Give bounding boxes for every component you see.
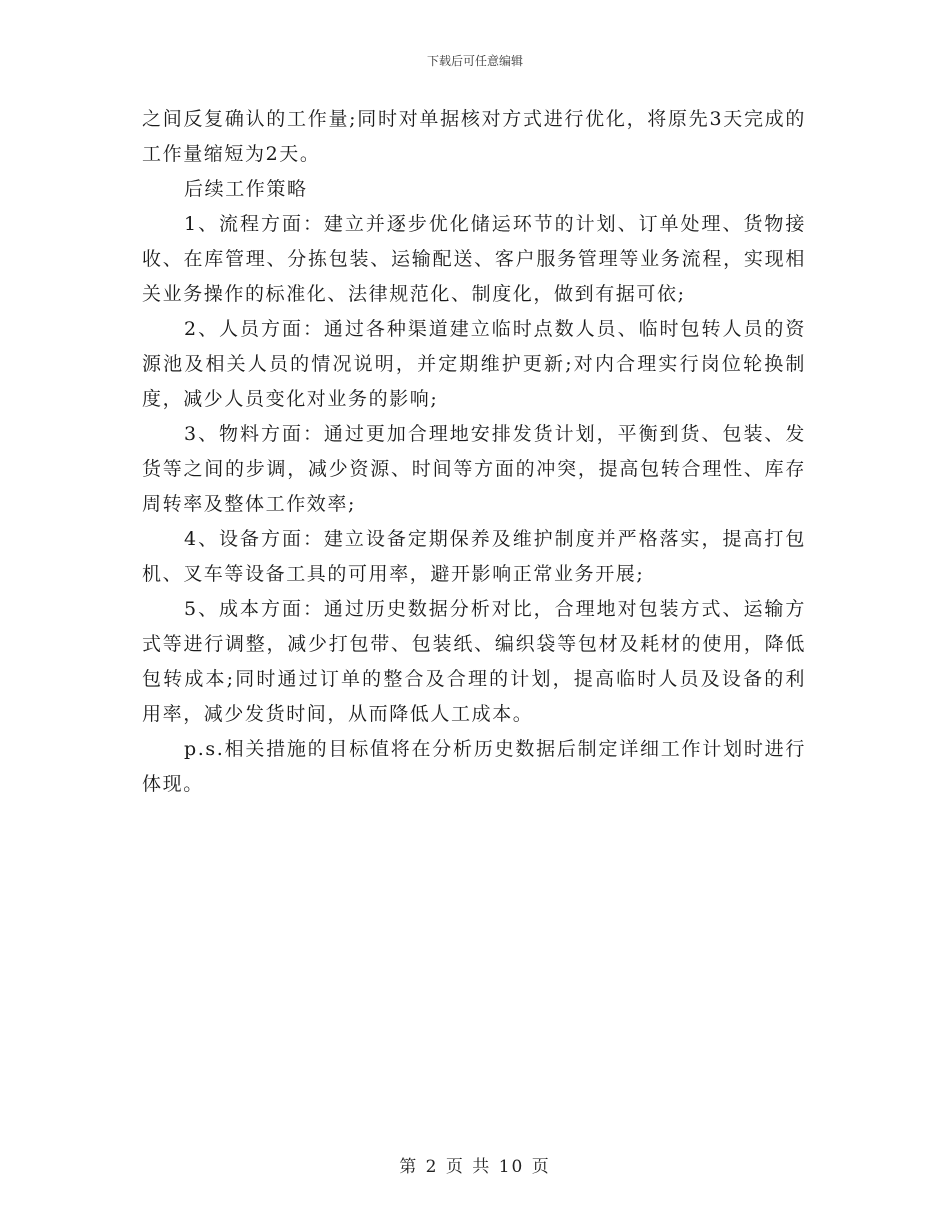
- page-header: 下载后可任意编辑: [426, 54, 523, 68]
- paragraph-materials: 3、物料方面：通过更加合理地安排发货计划，平衡到货、包装、发货等之间的步调，减少资源、时间等方面的冲突，提高包转合理性、库存周转率及整体工作效率;: [142, 423, 806, 515]
- paragraph-process: 1、流程方面：建立并逐步优化储运环节的计划、订单处理、货物接收、在库管理、分拣包装、运输配送、客户服务管理等业务流程，实现相关业务操作的标准化、法律规范化、制度化，做到有据可依;: [142, 213, 806, 305]
- section-heading: 后续工作策略: [184, 178, 308, 200]
- paragraph-personnel: 2、人员方面：通过各种渠道建立临时点数人员、临时包转人员的资源池及相关人员的情况说明，并定期维护更新;对内合理实行岗位轮换制度，减少人员变化对业务的影响;: [142, 318, 806, 410]
- paragraph-postscript: p.s.相关措施的目标值将在分析历史数据后制定详细工作计划时进行体现。: [142, 738, 806, 795]
- document-body: [142, 102, 806, 802]
- page-number: 第 2 页 共 10 页: [399, 1157, 551, 1177]
- paragraph-equipment: 4、设备方面：建立设备定期保养及维护制度并严格落实，提高打包机、叉车等设备工具的可用率，避开影响正常业务开展;: [142, 528, 806, 585]
- paragraph-continuation: 之间反复确认的工作量;同时对单据核对方式进行优化，将原先3天完成的工作量缩短为2天。: [142, 108, 806, 165]
- paragraph-cost: 5、成本方面：通过历史数据分析对比，合理地对包装方式、运输方式等进行调整，减少打包带、包装纸、编织袋等包材及耗材的使用，降低包转成本;同时通过订单的整合及合理的计划，提高临时人员及设备的利用率，减少发货时间，从而降低人工成本。: [142, 598, 806, 725]
